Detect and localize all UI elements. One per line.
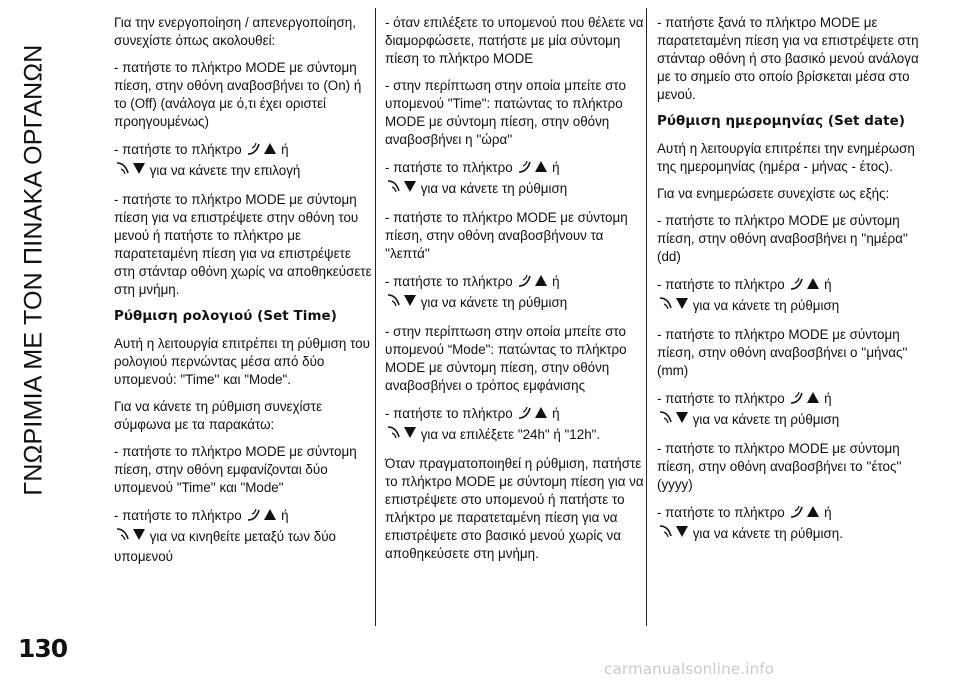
text-column-3 [657,14,921,554]
instruction-with-buttons: - πατήστε το πλήκτρο ή για να κάνετε τη ρύθμιση [657,389,921,431]
dial-down-button-icon [658,410,688,431]
text-column-2 [385,14,647,572]
instruction-with-buttons: - πατήστε το πλήκτρο ή για να κινηθείτε μεταξύ των δύο υπομενού [114,508,336,564]
dial-up-button-icon [246,140,276,161]
paragraph: - πατήστε το πλήκτρο MODE με σύντομη πίεση, στην οθόνη αναβοσβήνει το (On) ή το (Off) (ανάλογα με ό,τι έχει οριστεί προηγουμένως) [114,60,362,129]
paragraph: - πατήστε το πλήκτρο MODE με σύντομη πίεση για να επιστρέψετε στην οθόνη του μενού ή πατήστε το πλήκτρο με παρατεταμένη πίεση για να επιστρέψετε στη στάνταρ οθόνη χωρίς να αποθηκεύσετε στη μνήμη. [114,192,372,297]
watermark: carmanualsonline.info [604,660,775,678]
paragraph: - πατήστε ξανά το πλήκτρο MODE με παρατεταμένη πίεση για να επιστρέψετε στη στάνταρ οθόνη ή στο βασικό μενού ανάλογα με το σημείο στο οποίο βρίσκεται μέσα στο μενού. [657,15,919,102]
section-heading: Ρύθμιση ημερομηνίας (Set date) [657,114,906,129]
dial-down-button-icon [115,527,145,548]
side-chapter-title [14,44,54,496]
instruction-with-buttons: - πατήστε το πλήκτρο ή για να κάνετε την επιλογή [114,140,372,182]
dial-up-button-icon [789,275,819,296]
paragraph: Για να ενημερώσετε συνεχίστε ως εξής: [657,186,890,201]
text-column-1 [114,14,372,575]
dial-down-button-icon [115,161,145,182]
paragraph: Όταν πραγματοποιηθεί η ρύθμιση, πατήστε το πλήκτρο MODE με σύντομη πίεση για να επιστρέψετε στο υπομενού ή πατήστε το πλήκτρο με παρατεταμένη πίεση για να επιστρέψετε στο βασικό μενού χωρίς να αποθηκεύσετε στη μνήμη. [385,456,644,561]
section-heading: Ρύθμιση ρολογιού (Set Time) [114,309,337,324]
paragraph: - πατήστε το πλήκτρο MODE με σύντομη πίεση, στην οθόνη αναβοσβήνει το ''έτος'' (yyyy) [657,441,902,492]
paragraph: - πατήστε το πλήκτρο MODE με σύντομη πίεση, στην οθόνη εμφανίζονται δύο υπομενού "Time'' και "Mode" [114,444,357,495]
dial-down-button-icon [658,524,688,545]
instruction-with-buttons: - πατήστε το πλήκτρο ή για να κάνετε τη ρύθμιση [657,275,921,317]
instruction-with-buttons: - πατήστε το πλήκτρο ή για να κάνετε τη ρύθμιση [385,158,647,200]
instruction-with-buttons: - πατήστε το πλήκτρο ή για να κάνετε τη ρύθμιση [385,272,647,314]
paragraph: Για να κάνετε τη ρύθμιση συνεχίστε σύμφωνα με τα παρακάτω: [114,399,323,432]
instruction-with-buttons: - πατήστε το πλήκτρο ή για να επιλέξετε "24h" ή "12h". [385,404,647,446]
dial-down-button-icon [386,425,416,446]
dial-up-button-icon [517,158,547,179]
paragraph: - στην περίπτωση στην οποία μπείτε στο υπομενού “Mode": πατώντας το πλήκτρο MODE με σύντομη πίεση, στην οθόνη αναβοσβήνει ο τρόπος εμφάνισης [385,324,627,393]
paragraph: - πατήστε το πλήκτρο MODE με σύντομη πίεση, στην οθόνη αναβοσβήνει η ''ημέρα'' (dd) [657,213,908,264]
dial-up-button-icon [517,272,547,293]
paragraph: Αυτή η λειτουργία επιτρέπει την ενημέρωση της ημερομηνίας (ημέρα - μήνας - έτος). [657,141,915,174]
dial-up-button-icon [789,503,819,524]
paragraph: Αυτή η λειτουργία επιτρέπει τη ρύθμιση του ρολογιού περνώντας μέσα από δύο υπομενού: "Time'' και "Mode". [114,336,370,387]
paragraph: - όταν επιλέξετε το υπομενού που θέλετε να διαμορφώσετε, πατήστε με μία σύντομη πίεση το πλήκτρο MODE [385,15,644,66]
paragraph: - στην περίπτωση στην οποία μπείτε στο υπομενού "Time": πατώντας το πλήκτρο MODE με σύντομη πίεση, στην οθόνη αναβοσβήνει η ''ώρα'' [385,78,626,147]
dial-down-button-icon [386,179,416,200]
page-number: 130 [18,634,68,663]
dial-down-button-icon [386,293,416,314]
paragraph: - πατήστε το πλήκτρο MODE με σύντομη πίεση, στην οθόνη αναβοσβήνει ο ''μήνας'' (mm) [657,327,908,378]
paragraph: - πατήστε το πλήκτρο MODE με σύντομη πίεση, στην οθόνη αναβοσβήνουν τα ''λεπτά'' [385,210,628,261]
dial-up-button-icon [517,404,547,425]
column-divider [375,8,376,626]
dial-up-button-icon [789,389,819,410]
dial-down-button-icon [658,296,688,317]
paragraph: Για την ενεργοποίηση / απενεργοποίηση, συνεχίστε όπως ακολουθεί: [114,15,356,48]
dial-up-button-icon [246,506,276,527]
side-chapter-title-text: ΓΝΩΡΙΜΙΑ ΜΕ ΤΟΝ ΠΙΝΑΚΑ ΟΡΓΑΝΩΝ [19,44,48,496]
instruction-with-buttons: - πατήστε το πλήκτρο ή για να κάνετε τη ρύθμιση. [657,503,921,545]
